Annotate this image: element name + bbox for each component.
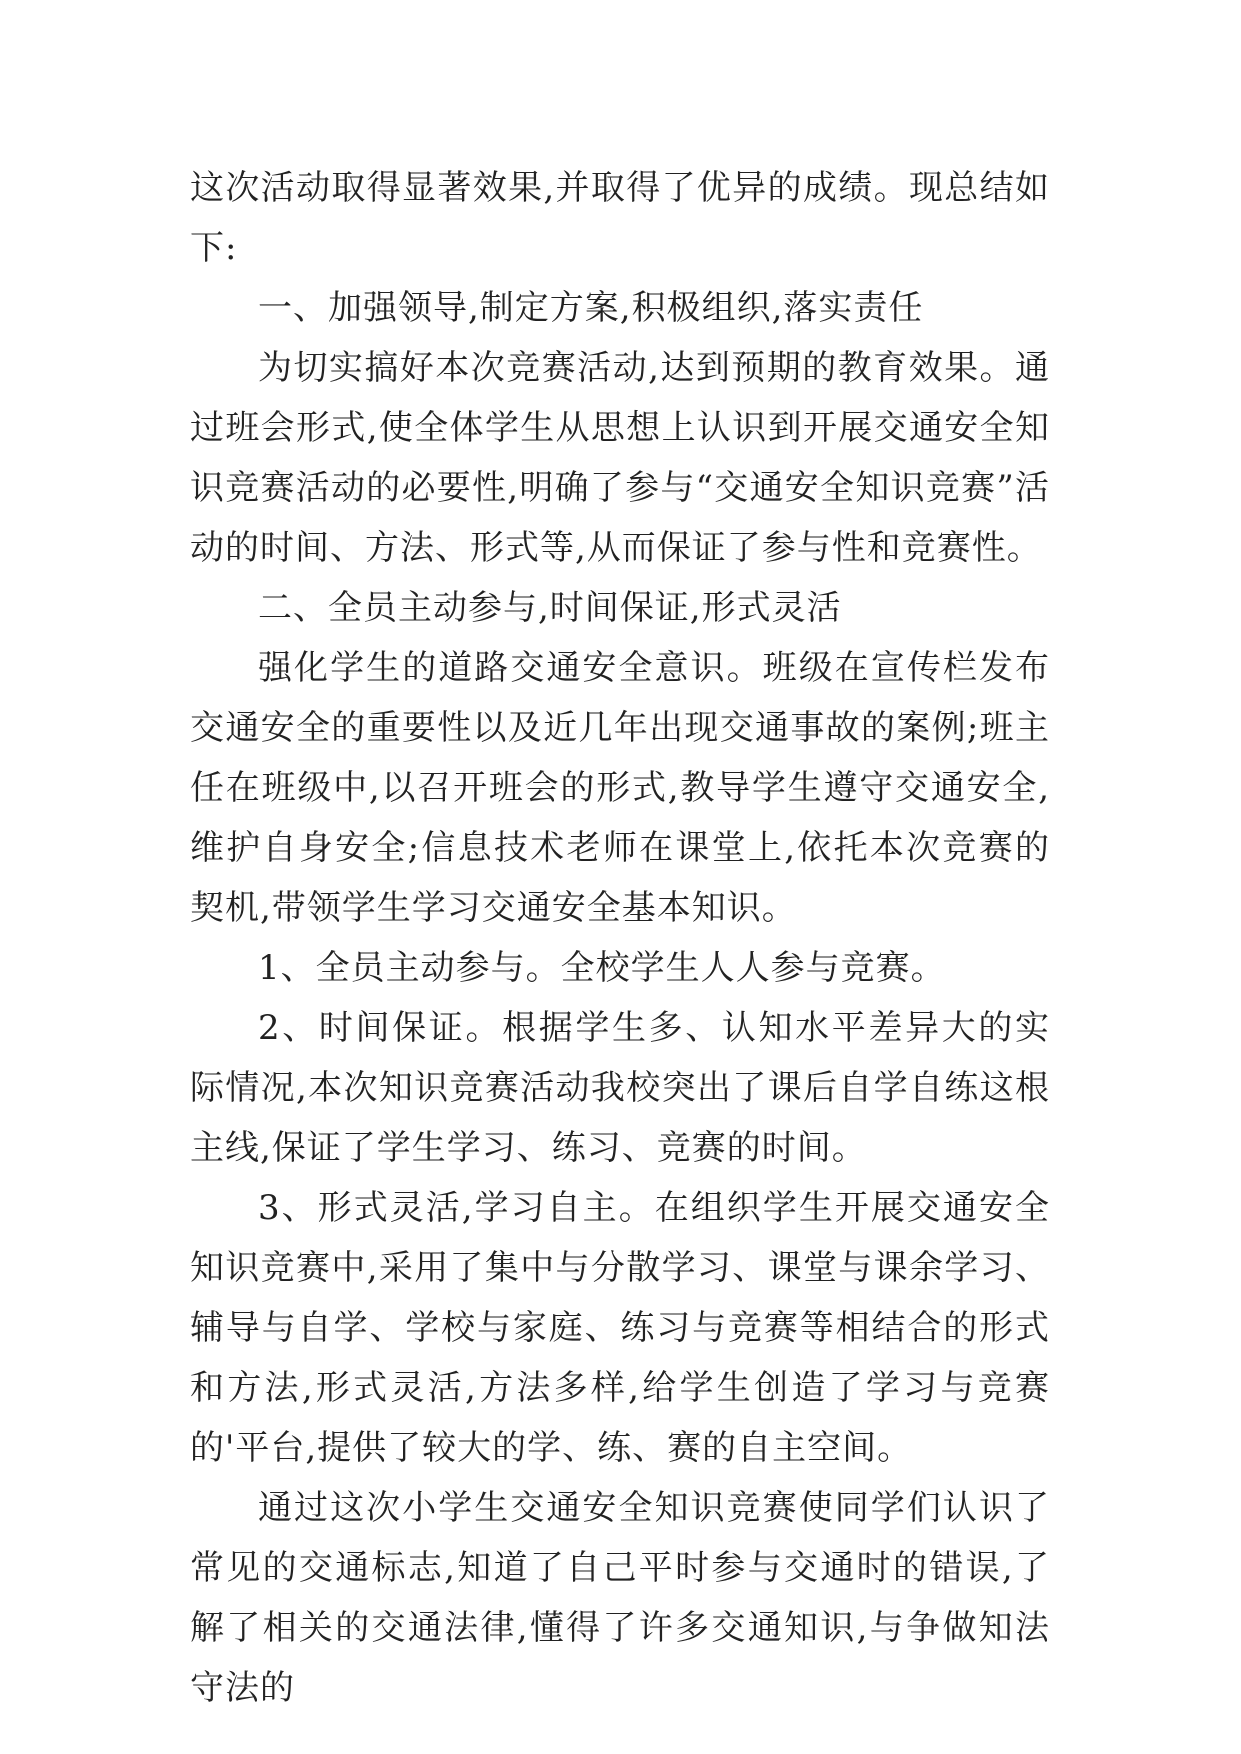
heading-section-one: 一、加强领导,制定方案,积极组织,落实责任 <box>258 288 924 328</box>
paragraph-intro: 这次活动取得显著效果,并取得了优异的成绩。现总结如下: <box>190 168 1050 268</box>
heading-section-two: 二、全员主动参与,时间保证,形式灵活 <box>258 588 842 628</box>
list-item-three: 3、形式灵活,学习自主。在组织学生开展交通安全知识竞赛中,采用了集中与分散学习、课堂与课余学习、辅导与自学、学校与家庭、练习与竞赛等相结合的形式和方法,形式灵活,方法多样,给学生创造了学习与竞赛的'平台,提供了较大的学、练、赛的自主空间。 <box>190 1188 1050 1468</box>
paragraph-conclusion: 通过这次小学生交通安全知识竞赛使同学们认识了常见的交通标志,知道了自己平时参与交通时的错误,了解了相关的交通法律,懂得了许多交通知识,与争做知法守法的 <box>190 1488 1050 1708</box>
document-body <box>190 158 1050 1718</box>
paragraph-section-one: 为切实搞好本次竞赛活动,达到预期的教育效果。通过班会形式,使全体学生从思想上认识到开展交通安全知识竞赛活动的必要性,明确了参与“交通安全知识竞赛”活动的时间、方法、形式等,从而保证了参与性和竞赛性。 <box>190 348 1050 568</box>
paragraph-section-two: 强化学生的道路交通安全意识。班级在宣传栏发布交通安全的重要性以及近几年出现交通事故的案例;班主任在班级中,以召开班会的形式,教导学生遵守交通安全,维护自身安全;信息技术老师在课堂上,依托本次竞赛的契机,带领学生学习交通安全基本知识。 <box>190 648 1050 928</box>
list-item-one: 1、全员主动参与。全校学生人人参与竞赛。 <box>258 948 946 988</box>
list-item-two: 2、时间保证。根据学生多、认知水平差异大的实际情况,本次知识竞赛活动我校突出了课后自学自练这根主线,保证了学生学习、练习、竞赛的时间。 <box>190 1008 1050 1168</box>
